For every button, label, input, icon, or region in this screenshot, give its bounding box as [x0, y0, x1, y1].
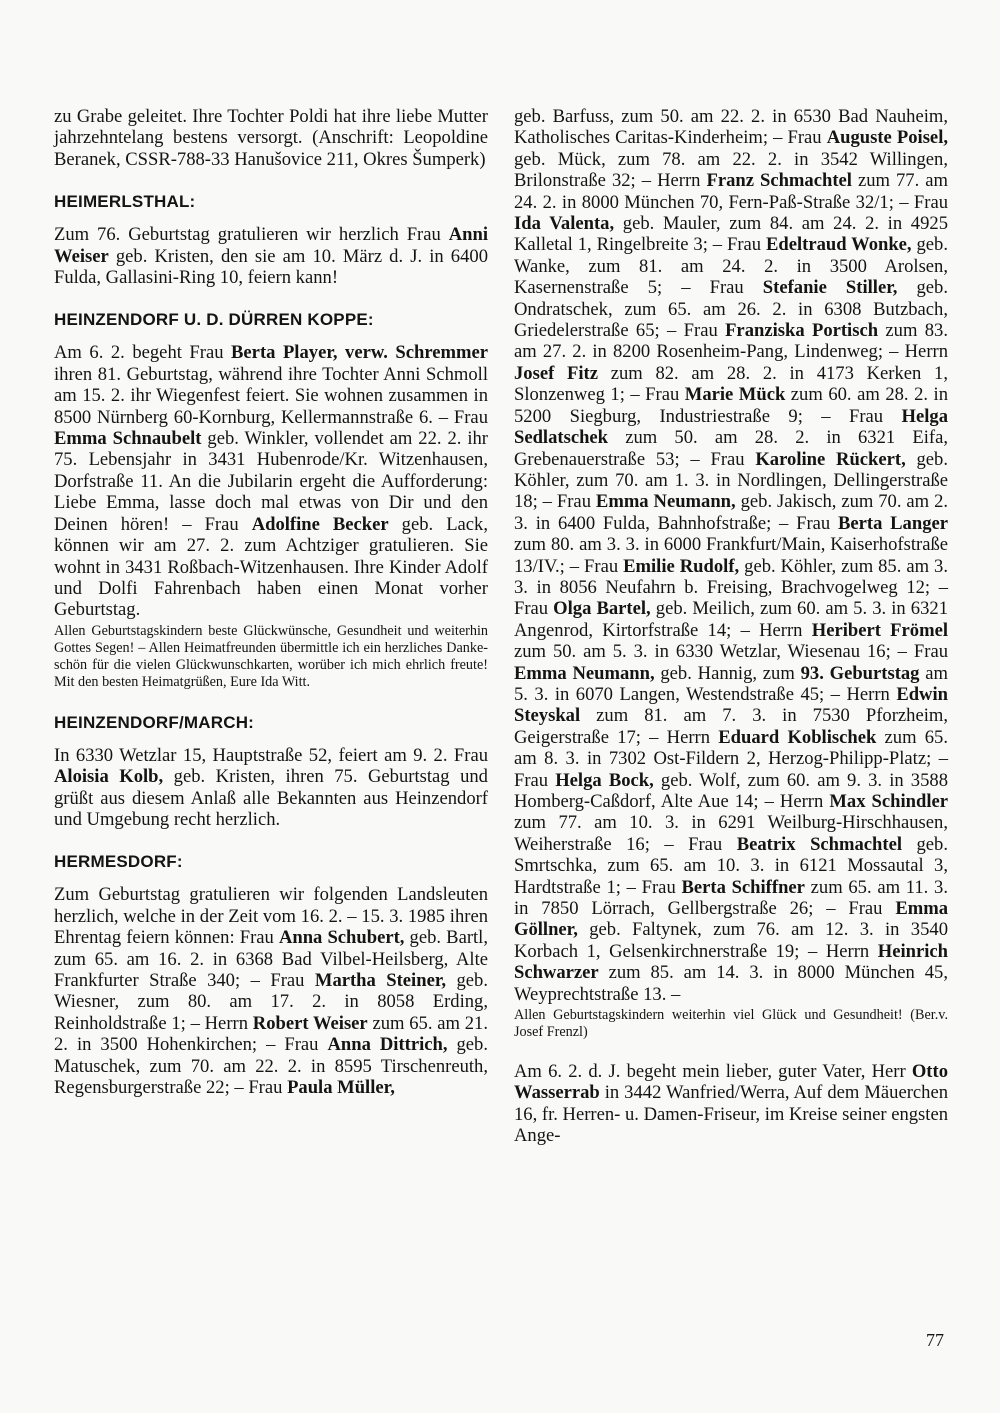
person-name: Franziska Portisch [725, 320, 879, 342]
text-span: ihren 81. Geburtstag, während ihre Tochter Anni Schmoll am 15. 2. ihr Wiegenfest feiert. Sie wohnen zusammen in 8500 Nürnberg 60-Kornburg, Kellermannstraße 6. – Frau [54, 363, 488, 428]
heimerlsthal-paragraph [54, 224, 488, 288]
text-span: zum 82. am 28. 2. in 4173 Kerken 1, Slonzenweg 1; – Frau [514, 362, 948, 406]
person-name: Max Schindler [829, 791, 948, 812]
text-span: geb. Kristen, den sie am 10. März d. J. in 6400 Fulda, Gallasini-Ring 10, feiern kann! [54, 245, 488, 289]
person-name: Robert Weiser [252, 1012, 368, 1034]
person-name: Emma Neumann, [595, 491, 736, 513]
person-name: Eduard Koblischek [718, 726, 877, 748]
person-name: Franz Schmachtel [706, 170, 852, 192]
text-span: zum 65. am 11. 3. in 7850 Lörrach, Gellbergstraße 26; – Frau [514, 876, 948, 920]
wasserrab-paragraph [514, 1061, 948, 1147]
person-name: Berta Schiffner [681, 876, 805, 898]
text-span: zum 65. am 21. 2. in 3500 Hohenkirchen; – Frau [54, 1012, 488, 1056]
left-column [54, 106, 488, 1098]
text-span: zum 50. am 28. 2. in 6321 Eifa, Grebenauerstraße 53; – Frau [514, 427, 948, 470]
section-heading-hermesdorf: HERMESDORF: [54, 852, 183, 872]
person-name: Emma Göllner, [514, 898, 948, 941]
person-name: Helga Sedlatschek [514, 405, 948, 449]
person-name: Beatrix Schmachtel [736, 833, 902, 855]
text-span: Am 6. 2. d. J. begeht mein lieber, guter Vater, Herr [514, 1061, 912, 1083]
person-name: Aloisia Kolb, [54, 766, 164, 788]
text-span: geb. Köhler, zum 70. am 1. 3. in Nordlingen, Dellingerstraße 18; – Frau [514, 448, 949, 513]
text-span: geb. Köhler, zum 85. am 3. 3. in 8056 Neufahrn b. Freising, Brachvogelweg 12; – Frau [514, 555, 949, 620]
text-span: geb. Wiesner, zum 80. am 17. 2. in 8058 Erding, Reinholdstraße 1; – Herrn [54, 969, 488, 1034]
text-span: geb. Ondratschek, zum 65. am 26. 2. in 6308 Butzbach, Griedelerstraße 65; – Frau [514, 277, 948, 342]
text-span: geb. Winkler, vollendet am 22. 2. ihr 75. Lebensjahr in 3431 Hubenrode/Kr. Witzenhausen, Dorfstraße 11. An die Jubilarin ergeht die Aufforderung: Liebe Emma, lasse doch mal etwas von Dir und den Deinen hören! – Frau [54, 428, 488, 535]
greeting-small-print-right: Allen Geburtstagskindern weiterhin viel Glück und Gesundheit! (Ber.v. Josef Frenzl) [514, 1007, 948, 1041]
text-span: geb. Hannig, zum [654, 662, 801, 684]
text-span: geb. Faltynek, zum 76. am 12. 3. in 3540 Korbach 1, Gelsenkirchnerstraße 19; – Herrn [514, 919, 948, 962]
page-number: 77 [926, 1330, 944, 1350]
section-heading-heinzendorf-march: HEINZENDORF/MARCH: [54, 712, 255, 732]
person-name: Adolfine Becker [251, 513, 389, 535]
greeting-small-print: Allen Geburtstagskindern beste Glückwünsche, Gesundheit und weiterhin Gottes Segen! – Allen Heimatfreunden übermittle ich ein herzliches Danke-schön für die vielen Glückwunschkarten, worüber ich mich ehrlich freute! Mit den besten Heimatgrüßen, Eure Ida Witt. [54, 622, 488, 690]
person-name: Josef Fitz [514, 362, 598, 384]
text-span: Zum Geburtstag gratulieren wir folgenden Landsleuten herzlich, welche in der Zeit vom 16. 2. – 15. 3. 1985 ihren Ehrentag feiern können: Frau [54, 884, 488, 949]
person-name: Martha Steiner, [314, 969, 447, 991]
section-heading-heimerlsthal: HEIMERLSTHAL: [54, 192, 196, 212]
person-name: Emma Schnaubelt [54, 428, 202, 450]
person-name: Helga Bock, [555, 769, 654, 791]
text-span: zum 50. am 5. 3. in 6330 Wetzlar, Wiesenau 16; – Frau [514, 641, 948, 663]
text-span: zum 81. am 7. 3. in 7530 Pforzheim, Geigerstraße 17; – Herrn [514, 705, 948, 748]
person-name: Stefanie Stiller, [762, 277, 898, 299]
person-name: Anna Schubert, [278, 927, 405, 949]
text-span: geb. Wanke, zum 81. am 24. 2. in 3500 Arolsen, Kasernenstraße 5; – Frau [514, 234, 948, 299]
person-name: Anni Weiser [54, 224, 488, 267]
text-span: geb. Meilich, zum 60. am 5. 3. in 6321 Angenrod, Kirtorfstraße 14; – Herrn [514, 598, 948, 641]
person-name: Anna Dittrich, [327, 1034, 448, 1056]
text-span: geb. Jakisch, zum 70. am 2. 3. in 6400 Fulda, Bahnhofstraße; – Frau [514, 491, 949, 534]
text-span: zum 77. am 10. 3. in 6291 Weilburg-Hirschhausen, Weiherstraße 16; – Frau [514, 812, 948, 855]
text-span: zum 60. am 28. 2. in 5200 Siegburg, Industriestraße 9; – Frau [514, 384, 948, 427]
person-name: Paula Müller, [287, 1077, 395, 1098]
person-name: Heinrich Schwarzer [514, 940, 948, 984]
person-name: Berta Player, verw. Schremmer [231, 342, 488, 364]
text-span: geb. Mück, zum 78. am 22. 2. in 3542 Willingen, Brilonstraße 32; – Herrn [514, 148, 948, 192]
section-heading-heinzendorf-duerren-koppe: HEINZENDORF U. D. DÜRREN KOPPE: [54, 310, 374, 330]
text-span: Zum 76. Geburtstag gratulieren wir herzlich Frau [54, 224, 449, 246]
text-span: zum 65. am 8. 3. in 7302 Ost-Fildern 2, Herzog-Philipp-Platz; – Frau [514, 726, 948, 791]
person-name: Heribert Frömel [811, 619, 948, 641]
text-span: Am 6. 2. begeht Frau [54, 342, 232, 364]
text-span: geb. Matuschek, zum 70. am 22. 2. in 8595 Tirschenreuth, Regensburgerstraße 22; – Frau [54, 1034, 488, 1098]
text-span: zum 77. am 24. 2. in 8000 München 70, Fern-Paß-Straße 32/1; – Frau [514, 170, 949, 213]
heinzendorf-march-paragraph [54, 745, 488, 831]
person-name: 93. Geburtstag [800, 662, 920, 684]
heinzendorf-duerren-paragraph [54, 342, 488, 620]
text-span: geb. Wolf, zum 60. am 9. 3. in 3588 Homberg-Caßdorf, Alte Aue 14; – Herrn [514, 769, 948, 812]
person-name: Edwin Steyskal [514, 683, 948, 727]
person-name: Auguste Poisel, [826, 127, 949, 149]
text-span: am 5. 3. in 6070 Langen, Westendstraße 45; – Herrn [514, 662, 948, 705]
text-span: in 3442 Wanfried/Werra, Auf dem Mäuerchen 16, fr. Herren- u. Damen-Friseur, im Kreise seiner engsten Ange- [514, 1082, 949, 1147]
person-name: Olga Bartel, [553, 598, 651, 620]
text-span: geb. Barfuss, zum 50. am 22. 2. in 6530 Bad Nauheim, Katholisches Caritas-Kinderheim; – Frau [514, 106, 948, 149]
text-span: geb. Kristen, ihren 75. Geburtstag und grüßt aus diesem Anlaß alle Bekannten aus Heinzendorf und Umgebung recht herzlich. [54, 766, 488, 830]
person-name: Berta Langer [837, 512, 948, 534]
birthday-list-paragraph [514, 106, 948, 1005]
right-column [514, 106, 948, 1147]
text-span: geb. Mauler, zum 84. am 24. 2. in 4925 Kalletal 1, Ringelbreite 3; – Frau [514, 213, 948, 256]
text-span: zum 85. am 14. 3. in 8000 München 45, Weyprechtstraße 13. – [514, 962, 948, 1005]
intro-paragraph: zu Grabe geleitet. Ihre Tochter Poldi hat ihre liebe Mutter jahrzehntelang bestens versorgt. (Anschrift: Leopoldine Beranek, CSSR-788-33 Hanušovice 211, Okres Šumperk) [54, 106, 488, 170]
hermesdorf-paragraph [54, 884, 488, 1098]
person-name: Ida Valenta, [514, 213, 615, 235]
text-span: zum 83. am 27. 2. in 8200 Rosenheim-Pang, Lindenweg; – Herrn [514, 320, 948, 363]
person-name: Edeltraud Wonke, [765, 234, 912, 256]
text-span: geb. Bartl, zum 65. am 16. 2. in 6368 Bad Vilbel-Heilsberg, Alte Frankfurter Straße 340; – Frau [54, 927, 488, 991]
person-name: Karoline Rückert, [755, 448, 906, 470]
text-span: zum 80. am 3. 3. in 6000 Frankfurt/Main, Kaiserhofstraße 13/IV.; – Frau [514, 534, 948, 577]
text-span: geb. Smrtschka, zum 65. am 10. 3. in 6121 Mossautal 3, Hardtstraße 1; – Frau [514, 833, 948, 898]
person-name: Otto Wasserrab [514, 1061, 948, 1104]
person-name: Emma Neumann, [514, 662, 655, 684]
text-span: In 6330 Wetzlar 15, Hauptstraße 52, feiert am 9. 2. Frau [54, 744, 488, 766]
person-name: Marie Mück [684, 384, 786, 406]
text-span: geb. Lack, können wir am 27. 2. zum Achtziger gratulieren. Sie wohnt in 3431 Roßbach-Witzenhausen. Ihre Kinder Adolf und Dolfi Fahrenbach haben einen Monat vorher Geburtstag. [54, 513, 488, 621]
person-name: Emilie Rudolf, [623, 555, 740, 577]
